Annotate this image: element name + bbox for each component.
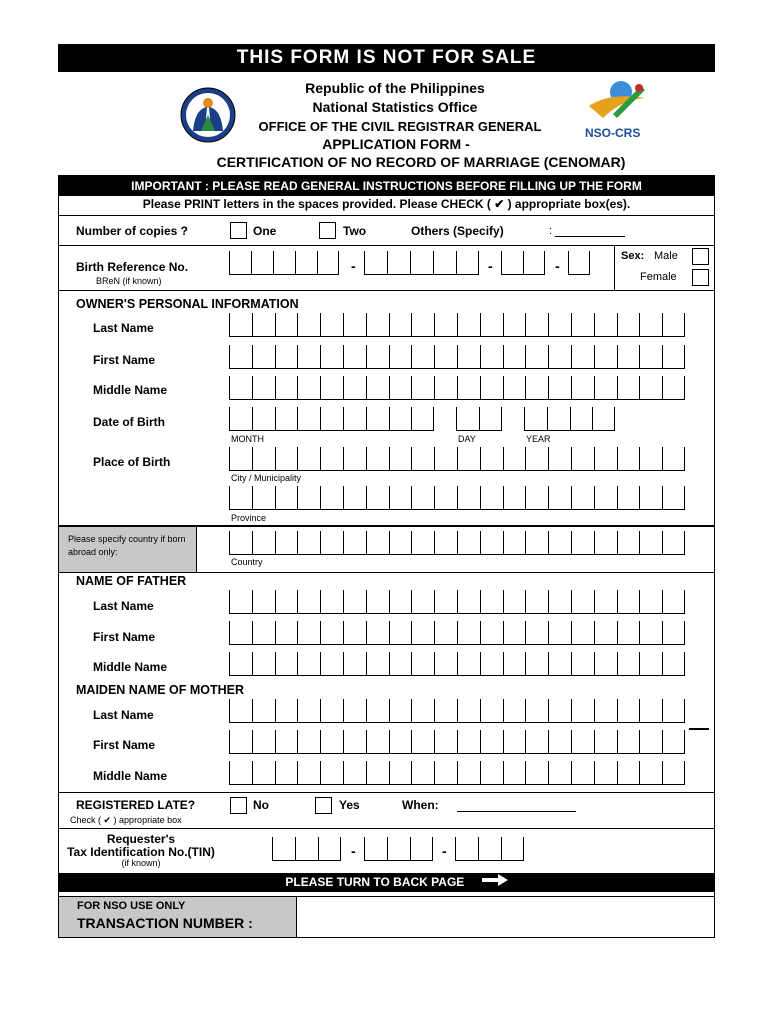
father-middle-name-boxes[interactable] (229, 652, 685, 676)
tin-dash-1: - (351, 843, 356, 859)
mother-last-name-boxes[interactable] (229, 699, 685, 723)
nso-crs-logo-text: NSO-CRS (585, 126, 641, 140)
registered-yes-label: Yes (339, 798, 360, 812)
father-last-name-boxes[interactable] (229, 590, 685, 614)
bren-dash-2: - (488, 258, 493, 274)
father-first-name-boxes[interactable] (229, 621, 685, 645)
sex-male-checkbox[interactable] (692, 248, 709, 265)
registered-yes-checkbox[interactable] (315, 797, 332, 814)
tin-boxes-1[interactable] (272, 837, 341, 861)
dob-day-caption: DAY (458, 434, 476, 444)
header-line3: OFFICE OF THE CIVIL REGISTRAR GENERAL (258, 119, 542, 134)
tin-boxes-2[interactable] (364, 837, 433, 861)
tin-label-line2: Tax Identification No.(TIN) (67, 845, 215, 859)
birth-ref-label: Birth Reference No. (76, 260, 189, 274)
owner-section-title: OWNER'S PERSONAL INFORMATION (76, 297, 299, 311)
turn-page-banner (58, 873, 715, 892)
dob-year-caption: YEAR (526, 434, 551, 444)
nso-use-label: FOR NSO USE ONLY (77, 900, 186, 912)
owner-middle-name-boxes[interactable] (229, 376, 685, 400)
bren-dash-1: - (351, 258, 356, 274)
mother-middle-name-label: Middle Name (93, 769, 168, 783)
dob-month-boxes[interactable] (229, 407, 434, 431)
registered-when-label: When: (402, 798, 439, 812)
owner-dob-label: Date of Birth (93, 415, 165, 429)
birth-ref-sub: BReN (if known) (96, 276, 162, 286)
sex-female-checkbox[interactable] (692, 269, 709, 286)
registered-late-sub: Check ( ✔ ) appropriate box (70, 815, 182, 825)
tin-dash-2: - (442, 843, 447, 859)
registered-no-label: No (253, 798, 269, 812)
copies-others-field[interactable] (555, 236, 625, 237)
sex-male-label: Male (654, 250, 678, 262)
bren-boxes-2[interactable] (364, 251, 479, 275)
owner-first-name-boxes[interactable] (229, 345, 685, 369)
father-middle-name-label: Middle Name (93, 660, 168, 674)
registered-when-field[interactable] (457, 811, 576, 812)
bren-dash-3: - (555, 258, 560, 274)
dob-day-boxes[interactable] (456, 407, 502, 431)
pob-province-caption: Province (231, 513, 267, 523)
top-banner: THIS FORM IS NOT FOR SALE (58, 44, 715, 72)
mother-middle-name-boxes[interactable] (229, 761, 685, 785)
sex-female-label: Female (640, 271, 677, 283)
header-line2: National Statistics Office (312, 99, 478, 115)
copies-others-label: Others (Specify) (411, 224, 504, 238)
owner-last-name-boxes[interactable] (229, 313, 685, 337)
father-last-name-label: Last Name (93, 599, 154, 613)
bren-boxes-3[interactable] (501, 251, 545, 275)
pob-city-caption: City / Municipality (231, 473, 302, 483)
country-caption: Country (231, 557, 263, 567)
bren-boxes-4[interactable] (568, 251, 590, 275)
abroad-note: Please specify country if born abroad only: (68, 534, 186, 557)
pob-province-boxes[interactable] (229, 486, 685, 510)
father-first-name-label: First Name (93, 630, 156, 644)
copies-one-checkbox[interactable] (230, 222, 247, 239)
owner-middle-name-label: Middle Name (93, 383, 168, 397)
registered-late-label: REGISTERED LATE? (76, 798, 196, 812)
tin-boxes-3[interactable] (455, 837, 524, 861)
transaction-number-field[interactable] (298, 897, 714, 937)
copies-one-label: One (253, 224, 277, 238)
tin-label-line3: (if known) (121, 858, 161, 868)
header-line1: Republic of the Philippines (305, 80, 485, 96)
country-boxes[interactable] (229, 531, 685, 555)
mother-last-name-label: Last Name (93, 708, 154, 722)
turn-page-text: PLEASE TURN TO BACK PAGE (285, 875, 465, 889)
father-section-title: NAME OF FATHER (76, 574, 187, 588)
sex-label: Sex: (621, 250, 645, 262)
copies-two-checkbox[interactable] (319, 222, 336, 239)
right-arrow-icon (482, 873, 508, 892)
mother-name-dash-mark (689, 728, 709, 730)
print-note: Please PRINT letters in the spaces provided. Please CHECK ( ✔ ) appropriate box(es). (142, 197, 631, 211)
registered-no-checkbox[interactable] (230, 797, 247, 814)
form-title: CERTIFICATION OF NO RECORD OF MARRIAGE (CENOMAR) (216, 154, 626, 170)
bren-boxes-1[interactable] (229, 251, 339, 275)
mother-first-name-label: First Name (93, 738, 156, 752)
copies-label: Number of copies ? (76, 224, 189, 238)
tin-label-line1: Requester's (106, 832, 176, 846)
header-line4: APPLICATION FORM - (322, 136, 470, 152)
pob-city-boxes[interactable] (229, 447, 685, 471)
owner-pob-label: Place of Birth (93, 455, 171, 469)
important-banner: IMPORTANT : PLEASE READ GENERAL INSTRUCTIONS BEFORE FILLING UP THE FORM (58, 176, 715, 196)
owner-last-name-label: Last Name (93, 321, 154, 335)
mother-first-name-boxes[interactable] (229, 730, 685, 754)
transaction-number-label: TRANSACTION NUMBER : (77, 915, 253, 931)
copies-two-label: Two (343, 224, 367, 238)
mother-section-title: MAIDEN NAME OF MOTHER (76, 683, 245, 697)
dob-year-boxes[interactable] (524, 407, 615, 431)
copies-colon: : (549, 225, 553, 237)
dob-month-caption: MONTH (231, 434, 264, 444)
owner-first-name-label: First Name (93, 353, 156, 367)
